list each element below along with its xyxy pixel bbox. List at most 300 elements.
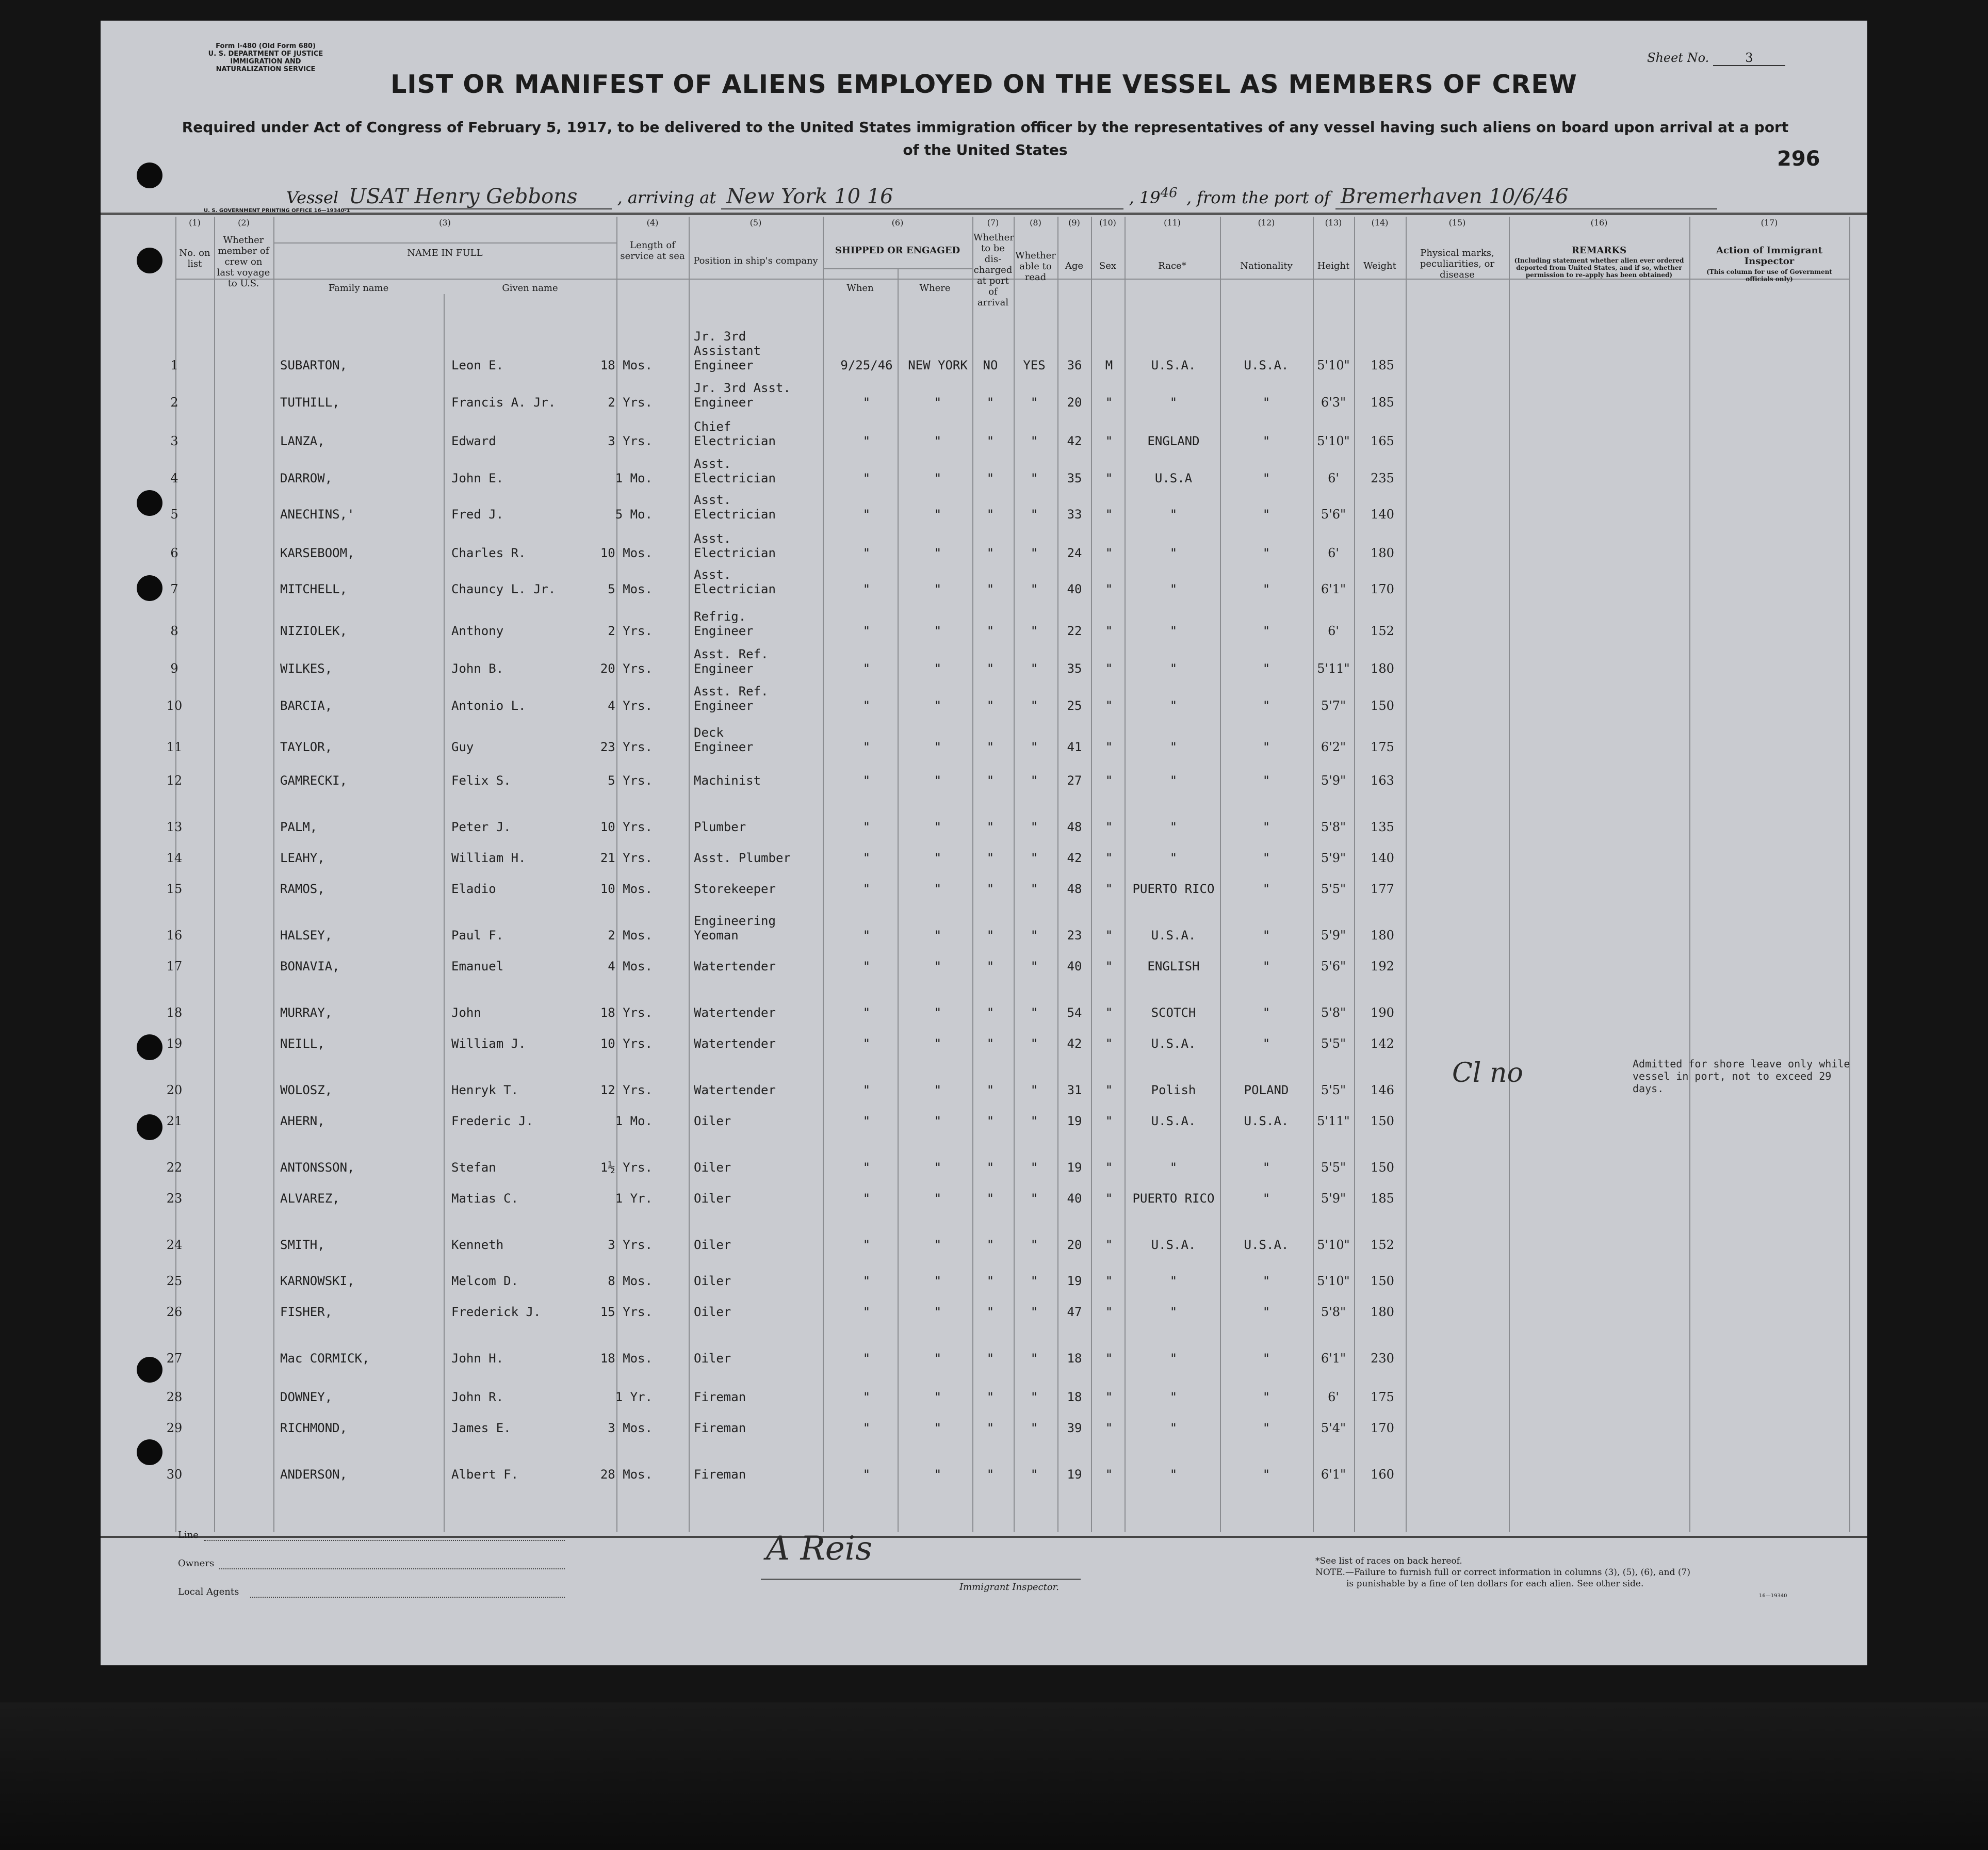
to-be-discharged: " (986, 1160, 995, 1175)
position: Asst. Electrician (694, 493, 776, 522)
vessel-line (286, 185, 1717, 209)
age: 22 (1067, 624, 1082, 638)
sex: " (1105, 1421, 1113, 1435)
column-number: (3) (439, 218, 451, 228)
given-name: Eladio (451, 882, 496, 896)
table-row (101, 684, 1867, 725)
shipped-where: " (934, 773, 942, 788)
column-number: (12) (1258, 218, 1275, 228)
shipped-when: " (862, 1238, 871, 1252)
age: 18 (1067, 1351, 1082, 1366)
age: 47 (1067, 1305, 1082, 1319)
table-row (101, 1460, 1867, 1494)
header-remarks-note: (Including statement whether alien ever ordered deported from United States, and if so, whether permission to re-apply has been obtained) (1514, 257, 1684, 279)
able-to-read: " (1030, 434, 1038, 448)
length-of-service: 12 Yrs. (600, 1083, 653, 1097)
weight: 180 (1371, 546, 1394, 560)
nationality: " (1262, 1467, 1270, 1482)
family-name: LANZA, (280, 434, 325, 448)
length-of-service: 20 Yrs. (600, 661, 653, 676)
position: Deck Engineer (694, 725, 754, 754)
table-row (101, 1230, 1867, 1264)
race: " (1169, 546, 1178, 560)
nationality: " (1262, 1351, 1270, 1366)
able-to-read: " (1030, 928, 1038, 943)
length-of-service: 1 Yr. (615, 1390, 653, 1404)
nationality: " (1262, 820, 1270, 834)
vessel-label: Vessel (286, 188, 339, 207)
header-given-name: Given name (502, 283, 558, 294)
age: 31 (1067, 1083, 1082, 1097)
shipped-where: " (934, 699, 942, 713)
race: " (1169, 851, 1178, 865)
header-where: Where (919, 283, 951, 294)
column-number: (10) (1099, 218, 1116, 228)
row-number: 28 (166, 1390, 183, 1404)
shipped-where: " (934, 1160, 942, 1175)
row-number: 19 (166, 1036, 183, 1051)
weight: 150 (1371, 1274, 1394, 1288)
column-number: (15) (1448, 218, 1466, 228)
length-of-service: 1 Mo. (615, 1114, 653, 1128)
able-to-read: " (1030, 1274, 1038, 1288)
length-of-service: 23 Yrs. (600, 740, 653, 754)
row-number: 15 (166, 882, 183, 896)
to-be-discharged: " (986, 1005, 995, 1020)
row-number: 12 (166, 773, 183, 788)
header-height: Height (1317, 261, 1350, 271)
shipped-where: NEW YORK (908, 358, 968, 372)
footnote (1315, 1555, 1780, 1589)
table-row (101, 766, 1867, 800)
height: 5'9" (1321, 1191, 1346, 1206)
shipped-where: " (934, 434, 942, 448)
height: 5'4" (1321, 1421, 1346, 1435)
age: 35 (1067, 471, 1082, 485)
family-name: MITCHELL, (280, 582, 348, 596)
weight: 160 (1371, 1467, 1394, 1482)
shipped-when: " (862, 882, 871, 896)
given-name: Melcom D. (451, 1274, 519, 1288)
family-name: KARNOWSKI, (280, 1274, 355, 1288)
height: 5'11" (1317, 661, 1350, 676)
shipped-when: 9/25/46 (840, 358, 893, 372)
shipped-when: " (862, 471, 871, 485)
race: " (1169, 820, 1178, 834)
table-row (101, 1344, 1867, 1378)
row-number: 7 (170, 582, 178, 596)
position: Oiler (694, 1191, 731, 1206)
weight: 150 (1371, 699, 1394, 713)
age: 23 (1067, 928, 1082, 943)
position: Asst. Electrician (694, 567, 776, 596)
table-row (101, 998, 1867, 1032)
sex: M (1105, 358, 1113, 372)
shipped-where: " (934, 1467, 942, 1482)
sex: " (1105, 820, 1113, 834)
nationality: " (1262, 434, 1270, 448)
age: 19 (1067, 1274, 1082, 1288)
row-number: 17 (166, 959, 183, 973)
weight: 163 (1371, 773, 1394, 788)
able-to-read: " (1030, 624, 1038, 638)
shipped-when: " (862, 959, 871, 973)
given-name: Emanuel (451, 959, 504, 973)
race: " (1169, 699, 1178, 713)
row-number: 13 (166, 820, 183, 834)
header-action-note: (This column for use of Government officials only) (1706, 268, 1832, 283)
weight: 165 (1371, 434, 1394, 448)
to-be-discharged: " (986, 882, 995, 896)
given-name: Henryk T. (451, 1083, 519, 1097)
to-be-discharged: " (986, 1305, 995, 1319)
table-row (101, 457, 1867, 498)
handwritten-initials: Cl no (1452, 1058, 1523, 1089)
shipped-where: " (934, 1238, 942, 1252)
row-number: 10 (166, 699, 183, 713)
height: 5'6" (1321, 507, 1346, 522)
position: Watertender (694, 1036, 776, 1051)
row-number: 6 (170, 546, 178, 560)
manifest-sheet (101, 21, 1867, 1665)
given-name: Kenneth (451, 1238, 504, 1252)
height: 6'1" (1321, 1351, 1346, 1366)
age: 42 (1067, 434, 1082, 448)
column-number: (1) (189, 218, 201, 228)
race: " (1169, 624, 1178, 638)
length-of-service: 1 Mo. (615, 471, 653, 485)
line-label: Line (178, 1530, 199, 1540)
able-to-read: " (1030, 1114, 1038, 1128)
sex: " (1105, 740, 1113, 754)
position: Oiler (694, 1238, 731, 1252)
nationality: " (1262, 395, 1270, 410)
height: 5'6" (1321, 959, 1346, 973)
sex: " (1105, 1238, 1113, 1252)
row-number: 20 (166, 1083, 183, 1097)
row-number: 27 (166, 1351, 183, 1366)
position: Oiler (694, 1351, 731, 1366)
height: 6'3" (1321, 395, 1346, 410)
weight: 140 (1371, 851, 1394, 865)
shipped-when: " (862, 1083, 871, 1097)
shipped-where: " (934, 395, 942, 410)
age: 40 (1067, 959, 1082, 973)
nationality: " (1262, 959, 1270, 973)
to-be-discharged: " (986, 471, 995, 485)
height: 5'10" (1317, 1238, 1350, 1252)
punch-hole (137, 163, 162, 188)
header-no-on-list: No. on list (179, 248, 210, 269)
given-name: James E. (451, 1421, 511, 1435)
age: 19 (1067, 1160, 1082, 1175)
header-able-read: Whether able to read (1015, 250, 1056, 283)
table-row (101, 1076, 1867, 1110)
length-of-service: 10 Yrs. (600, 1036, 653, 1051)
header-remarks: REMARKS (1571, 245, 1627, 256)
weight: 235 (1371, 471, 1394, 485)
family-name: NIZIOLEK, (280, 624, 348, 638)
year-prefix: , 19 (1129, 188, 1161, 207)
length-of-service: 2 Yrs. (608, 624, 653, 638)
sex: " (1105, 1160, 1113, 1175)
race: " (1169, 507, 1178, 522)
given-name: Peter J. (451, 820, 511, 834)
weight: 140 (1371, 507, 1394, 522)
nationality: " (1262, 928, 1270, 943)
given-name: Antonio L. (451, 699, 526, 713)
nationality: " (1262, 1191, 1270, 1206)
shipped-where: " (934, 1114, 942, 1128)
remark-row-20: Admitted for shore leave only while vessel in port, not to exceed 29 days. (1633, 1058, 1850, 1095)
footnote-races: *See list of races on back hereof. (1315, 1556, 1462, 1566)
age: 19 (1067, 1467, 1082, 1482)
family-name: TAYLOR, (280, 740, 333, 754)
family-name: FISHER, (280, 1305, 333, 1319)
length-of-service: 2 Mos. (608, 928, 653, 943)
able-to-read: " (1030, 1238, 1038, 1252)
length-of-service: 28 Mos. (600, 1467, 653, 1482)
row-number: 16 (166, 928, 183, 943)
shipped-where: " (934, 1390, 942, 1404)
race: Polish (1151, 1083, 1196, 1097)
weight: 142 (1371, 1036, 1394, 1051)
family-name: KARSEBOOM, (280, 546, 355, 560)
height: 5'5" (1321, 1036, 1346, 1051)
family-name: BONAVIA, (280, 959, 340, 973)
position: Fireman (694, 1467, 746, 1482)
column-number: (9) (1068, 218, 1080, 228)
shipped-where: " (934, 1083, 942, 1097)
shipped-when: " (862, 661, 871, 676)
column-number: (5) (749, 218, 762, 228)
sex: " (1105, 1083, 1113, 1097)
column-number: (11) (1164, 218, 1181, 228)
race: " (1169, 395, 1178, 410)
able-to-read: " (1030, 395, 1038, 410)
weight: 177 (1371, 882, 1394, 896)
shipped-when: " (862, 1191, 871, 1206)
shipped-when: " (862, 740, 871, 754)
position: Watertender (694, 1083, 776, 1097)
able-to-read: " (1030, 1390, 1038, 1404)
shipped-when: " (862, 699, 871, 713)
to-be-discharged: NO (983, 358, 998, 372)
table-row (101, 381, 1867, 422)
table-row (101, 609, 1867, 651)
position: Machinist (694, 773, 761, 788)
to-be-discharged: " (986, 1274, 995, 1288)
to-be-discharged: " (986, 434, 995, 448)
weight: 152 (1371, 1238, 1394, 1252)
shipped-where: " (934, 546, 942, 560)
to-be-discharged: " (986, 1238, 995, 1252)
family-name: NEILL, (280, 1036, 325, 1051)
sex: " (1105, 507, 1113, 522)
family-name: Mac CORMICK, (280, 1351, 370, 1366)
row-number: 18 (166, 1005, 183, 1020)
to-be-discharged: " (986, 1191, 995, 1206)
length-of-service: 21 Yrs. (600, 851, 653, 865)
family-name: ANTONSSON, (280, 1160, 355, 1175)
race: " (1169, 582, 1178, 596)
able-to-read: " (1030, 820, 1038, 834)
shipped-where: " (934, 1036, 942, 1051)
given-name: John (451, 1005, 481, 1020)
height: 6'1" (1321, 1467, 1346, 1482)
given-name: Leon E. (451, 358, 504, 372)
able-to-read: " (1030, 1421, 1038, 1435)
shipped-when: " (862, 1421, 871, 1435)
length-of-service: 4 Mos. (608, 959, 653, 973)
nationality: " (1262, 740, 1270, 754)
position: Asst. Ref. Engineer (694, 684, 769, 713)
sex: " (1105, 882, 1113, 896)
shipped-when: " (862, 395, 871, 410)
shipped-where: " (934, 624, 942, 638)
family-name: AHERN, (280, 1114, 325, 1128)
row-number: 14 (166, 851, 183, 865)
shipped-when: " (862, 928, 871, 943)
table-row (101, 725, 1867, 767)
shipped-when: " (862, 1114, 871, 1128)
row-number: 2 (170, 395, 178, 410)
header-member-last-voyage: Whether member of crew on last voyage to U.S. (217, 235, 270, 289)
form-number: Form I-480 (Old Form 680) (216, 42, 316, 50)
header-discharged: Whether to be dis-charged at port of arrival (973, 232, 1014, 308)
owners-field (219, 1568, 565, 1569)
age: 27 (1067, 773, 1082, 788)
age: 54 (1067, 1005, 1082, 1020)
weight: 150 (1371, 1160, 1394, 1175)
shipped-when: " (862, 851, 871, 865)
row-number: 26 (166, 1305, 183, 1319)
row-number: 30 (166, 1467, 183, 1482)
race: " (1169, 1274, 1178, 1288)
family-name: LEAHY, (280, 851, 325, 865)
length-of-service: 2 Yrs. (608, 395, 653, 410)
sex: " (1105, 582, 1113, 596)
sex: " (1105, 434, 1113, 448)
given-name: Felix S. (451, 773, 511, 788)
age: 48 (1067, 820, 1082, 834)
length-of-service: 18 Mos. (600, 1351, 653, 1366)
shipped-where: " (934, 1421, 942, 1435)
to-be-discharged: " (986, 582, 995, 596)
header-name-in-full: NAME IN FULL (407, 248, 483, 258)
to-be-discharged: " (986, 1036, 995, 1051)
given-name: John E. (451, 471, 504, 485)
position: Fireman (694, 1390, 746, 1404)
sex: " (1105, 773, 1113, 788)
shipped-when: " (862, 1005, 871, 1020)
to-be-discharged: " (986, 507, 995, 522)
position: Oiler (694, 1160, 731, 1175)
sex: " (1105, 851, 1113, 865)
department-name: U. S. DEPARTMENT OF JUSTICE (208, 50, 323, 58)
table-row (101, 329, 1867, 385)
given-name: Guy (451, 740, 474, 754)
shipped-when: " (862, 773, 871, 788)
able-to-read: " (1030, 507, 1038, 522)
sheet-label: Sheet No. (1647, 51, 1709, 65)
sex: " (1105, 546, 1113, 560)
weight: 185 (1371, 1191, 1394, 1206)
nationality: U.S.A. (1244, 358, 1289, 372)
weight: 146 (1371, 1083, 1394, 1097)
able-to-read: " (1030, 471, 1038, 485)
sex: " (1105, 1191, 1113, 1206)
height: 6'2" (1321, 740, 1346, 754)
nationality: " (1262, 1421, 1270, 1435)
to-be-discharged: " (986, 661, 995, 676)
row-number: 29 (166, 1421, 183, 1435)
column-number: (7) (987, 218, 999, 228)
height: 5'8" (1321, 820, 1346, 834)
sex: " (1105, 1390, 1113, 1404)
header-rule (273, 242, 616, 244)
height: 5'11" (1317, 1114, 1350, 1128)
able-to-read: " (1030, 1191, 1038, 1206)
row-number: 22 (166, 1160, 183, 1175)
vessel-name: USAT Henry Gebbons (344, 185, 612, 209)
nationality: U.S.A. (1244, 1238, 1289, 1252)
weight: 150 (1371, 1114, 1394, 1128)
position: Asst. Electrician (694, 457, 776, 485)
length-of-service: 3 Yrs. (608, 434, 653, 448)
to-be-discharged: " (986, 820, 995, 834)
race: PUERTO RICO (1132, 882, 1215, 896)
age: 40 (1067, 582, 1082, 596)
table-row (101, 567, 1867, 609)
family-name: ANECHINS,' (280, 507, 355, 522)
sex: " (1105, 928, 1113, 943)
weight: 170 (1371, 1421, 1394, 1435)
sheet-value: 3 (1713, 51, 1785, 66)
family-name: GAMRECKI, (280, 773, 348, 788)
nationality: " (1262, 546, 1270, 560)
height: 5'5" (1321, 1160, 1346, 1175)
header-family-name: Family name (328, 283, 389, 294)
age: 33 (1067, 507, 1082, 522)
race: ENGLISH (1147, 959, 1200, 973)
local-agents-label: Local Agents (178, 1586, 239, 1597)
column-number: (16) (1590, 218, 1608, 228)
position: Oiler (694, 1305, 731, 1319)
race: U.S.A. (1151, 928, 1196, 943)
given-name: Albert F. (451, 1467, 519, 1482)
shipped-where: " (934, 507, 942, 522)
given-name: Edward (451, 434, 496, 448)
weight: 192 (1371, 959, 1394, 973)
able-to-read: " (1030, 1160, 1038, 1175)
position: Plumber (694, 820, 746, 834)
to-be-discharged: " (986, 773, 995, 788)
race: ENGLAND (1147, 434, 1200, 448)
length-of-service: 10 Mos. (600, 546, 653, 560)
shipped-when: " (862, 507, 871, 522)
family-name: HALSEY, (280, 928, 333, 943)
given-name: Francis A. Jr. (451, 395, 556, 410)
weight: 170 (1371, 582, 1394, 596)
arriving-port: New York 10 16 (721, 185, 1123, 209)
age: 48 (1067, 882, 1082, 896)
table-row (101, 1414, 1867, 1448)
shipped-when: " (862, 1351, 871, 1366)
row-number: 24 (166, 1238, 183, 1252)
given-name: Paul F. (451, 928, 504, 943)
position: Fireman (694, 1421, 746, 1435)
